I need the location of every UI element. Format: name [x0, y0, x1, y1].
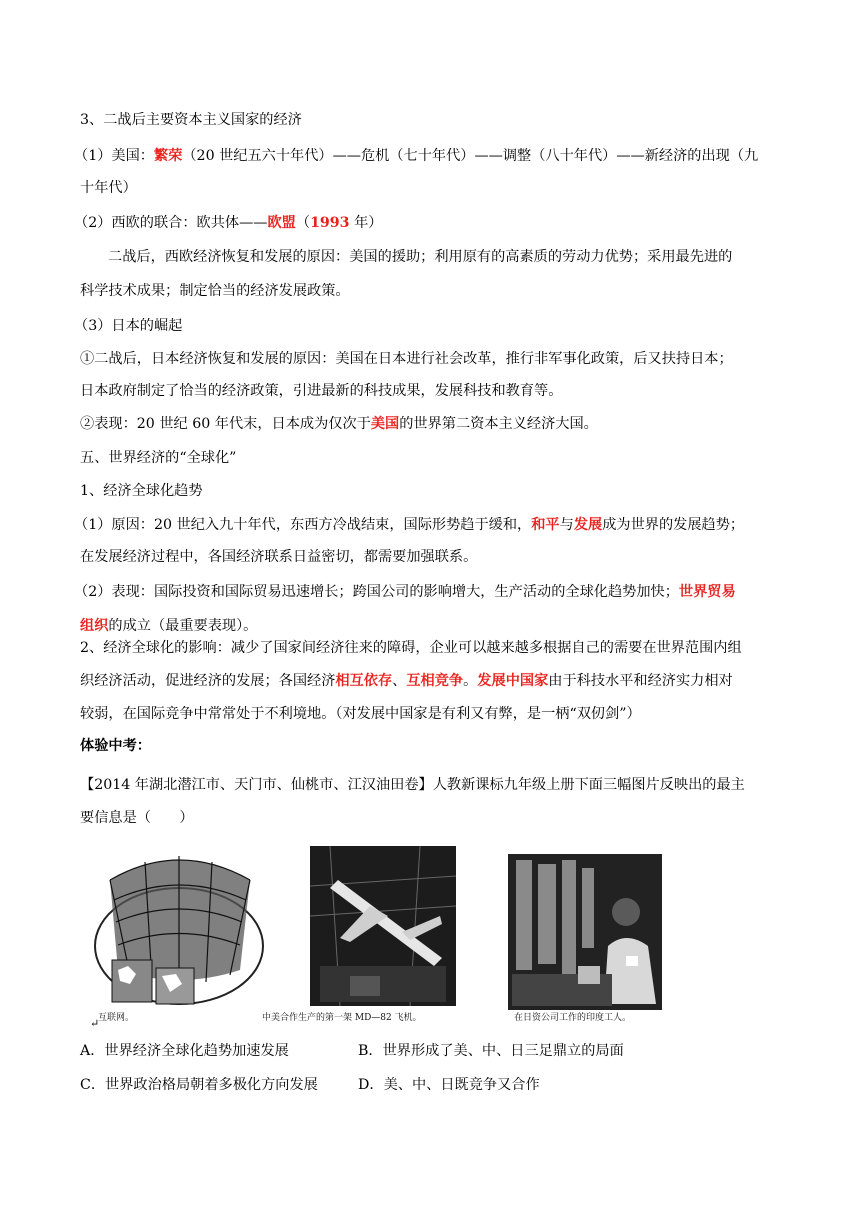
globalization-cause-line-2: 在发展经济过程中，各国经济联系日益密切，都需要加强联系。 [80, 549, 478, 565]
usa-stages: （20 世纪五六十年代）——危机（七十年代）——调整（八十年代）——新经济的出现（九 [182, 148, 759, 164]
usa-economy-line [74, 146, 758, 166]
impact-text: 织经济活动，促进经济的发展；各国经济 [80, 673, 336, 689]
interdependence-keyword: 相互依存 [335, 673, 393, 689]
developing-countries-keyword: 发展中国家 [477, 673, 549, 689]
indian-worker-image [508, 854, 662, 1010]
return-mark: ↵ [90, 1017, 100, 1030]
option-c: C．世界政治格局朝着多极化方向发展 [80, 1077, 318, 1093]
we-label: （2）西欧的联合：欧共体—— [74, 215, 268, 231]
globalization-impact-line-3: 较弱，在国际竞争中常常处于不利境地。（对发展中国家是有利又有弊，是一柄“双仞剑”） [80, 706, 641, 722]
cause-text-end: 成为世界的发展趋势； [602, 517, 745, 533]
japan-reasons-line-1: ①二战后，日本经济恢复和发展的原因：美国在日本进行社会改革，推行非军事化政策，后又扶持日本； [80, 351, 733, 367]
cause-text: （1）原因：20 世纪入九十年代，东西方冷战结束，国际形势趋于缓和， [74, 517, 532, 533]
section-3-heading: 3、二战后主要资本主义国家的经济 [80, 112, 302, 128]
peace-keyword: 和平 [531, 517, 560, 533]
globalization-performance-line-1 [74, 582, 736, 602]
we-reasons-line-2: 科学技术成果；制定恰当的经济发展政策。 [80, 283, 350, 299]
japan-performance-text: ②表现：20 世纪 60 年代末，日本成为仅次于 [80, 416, 371, 432]
usa-label: （1）美国： [74, 148, 154, 164]
exam-heading: 体验中考： [80, 738, 151, 754]
period: 。 [463, 673, 478, 689]
md82-airplane-image [310, 846, 456, 1006]
indian-worker-figure [508, 854, 662, 1010]
eu-year-keyword: 1993 [310, 215, 350, 231]
caption-md82: 中美合作生产的第一架 MD—82 飞机。 [262, 1013, 422, 1023]
comma: 、 [392, 673, 407, 689]
impact-text-cont: 由于科技水平和经济实力相对 [548, 673, 733, 689]
eu-keyword: 欧盟 [267, 215, 296, 231]
year-suffix: 年） [349, 215, 383, 231]
internet-figure [90, 850, 268, 1010]
option-a: A．世界经济全球化趋势加速发展 [80, 1043, 289, 1059]
and-text: 与 [559, 517, 574, 533]
usa-economy-line-2: 十年代） [80, 180, 137, 196]
japan-reasons-line-2: 日本政府制定了恰当的经济政策，引进最新的科技成果，发展科技和教育等。 [80, 383, 563, 399]
section-5-heading: 五、世界经济的“全球化” [80, 450, 237, 466]
globalization-cause-line-1 [74, 515, 744, 535]
japan-performance-line [80, 414, 598, 434]
japan-rise-heading: （3）日本的崛起 [74, 318, 183, 334]
we-reasons-line-1: 二战后，西欧经济恢复和发展的原因：美国的援助；利用原有的高素质的劳动力优势；采用最先进的 [108, 249, 733, 265]
option-b: B．世界形成了美、中、日三足鼎立的局面 [358, 1043, 624, 1059]
exam-figures [84, 846, 784, 1036]
japan-performance-text-end: 的世界第二资本主义经济大国。 [399, 416, 598, 432]
wto-keyword-part1: 世界贸易 [678, 584, 736, 600]
globalization-performance-line-2 [80, 616, 257, 636]
exam-question-line-1: 【2014 年湖北潜江市、天门市、仙桃市、江汉油田卷】人教新课标九年级上册下面三幅图片反映出的最主 [80, 777, 745, 793]
globalization-trend-heading: 1、经济全球化趋势 [80, 483, 203, 499]
usa-prosperity-keyword: 繁荣 [153, 148, 183, 164]
western-europe-line [74, 213, 382, 233]
paren-open: （ [295, 215, 311, 231]
performance-text: （2）表现：国际投资和国际贸易迅速增长；跨国公司的影响增大，生产活动的全球化趋势加快； [74, 584, 679, 600]
md82-figure [310, 846, 456, 1006]
performance-text-end: 的成立（最重要表现）。 [108, 618, 258, 634]
internet-globe-image [90, 850, 268, 1010]
option-d: D．美、中、日既竞争又合作 [358, 1077, 540, 1093]
wto-keyword-part2: 组织 [80, 618, 109, 634]
competition-keyword: 互相竞争 [406, 673, 464, 689]
caption-indian-worker: 在日资公司工作的印度工人。 [514, 1013, 632, 1023]
usa-keyword: 美国 [370, 416, 400, 432]
exam-question-line-2: 要信息是（ ） [80, 810, 194, 826]
globalization-impact-line-2 [80, 671, 733, 691]
globalization-impact-line-1: 2、经济全球化的影响：减少了国家间经济往来的障碍，企业可以越来越多根据自己的需要在世界范围内组 [80, 640, 742, 656]
caption-internet: 互联网。 [98, 1013, 135, 1023]
development-keyword: 发展 [573, 517, 603, 533]
